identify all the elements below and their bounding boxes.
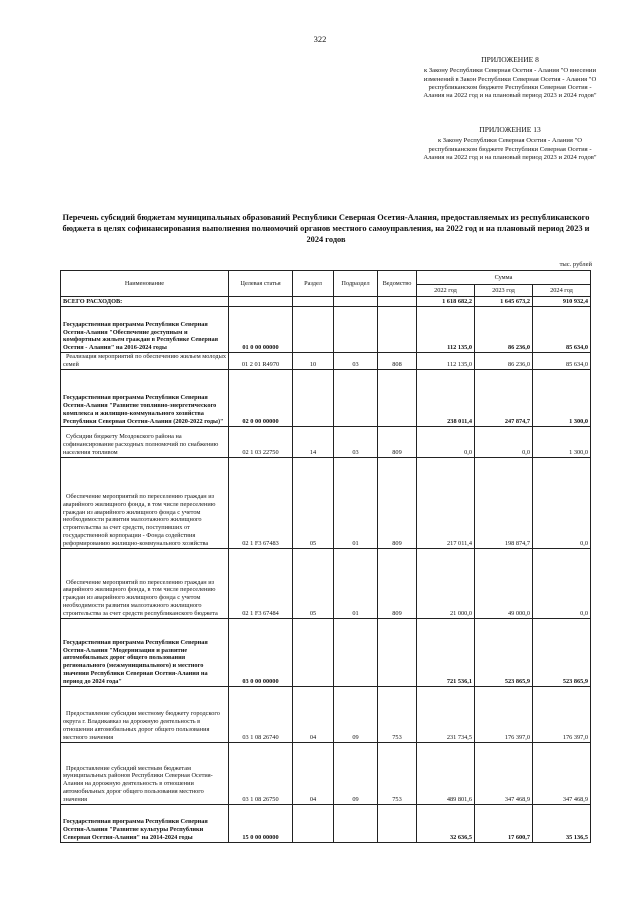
row-subsection <box>334 804 378 842</box>
row-name: Субсидии бюджету Моздокского района на софинансирование расходных полномочий по снабжению населения топливом <box>61 426 229 457</box>
header-subsection: Подраздел <box>334 271 378 297</box>
table-row <box>61 353 591 370</box>
row-section: 05 <box>293 457 334 548</box>
row-amount-2024: 523 865,9 <box>533 618 591 686</box>
unit-label: тыс. рублей <box>559 261 592 268</box>
row-name: ВСЕГО РАСХОДОВ: <box>61 297 229 307</box>
row-target-article: 03 1 08 26740 <box>229 686 293 742</box>
row-department: 753 <box>378 686 417 742</box>
header-name: Наименование <box>61 271 229 297</box>
row-target-article: 02 0 00 00000 <box>229 369 293 426</box>
row-target-article: 03 0 00 00000 <box>229 618 293 686</box>
row-section <box>293 804 334 842</box>
row-amount-2023: 198 874,7 <box>475 457 533 548</box>
table-row <box>61 804 591 842</box>
header-target: Целевая статья <box>229 271 293 297</box>
subsidies-table <box>60 270 591 843</box>
row-name: Государственная программа Республики Северная Осетия-Алания "Модернизация и развитие автомобильных дорог общего пользования регионального (межмуниципального) и местного значения Республики Северная Осетия-Алания на период до 2024 года" <box>61 618 229 686</box>
row-amount-2022: 489 801,6 <box>417 742 475 804</box>
row-amount-2022: 231 734,5 <box>417 686 475 742</box>
table-row <box>61 307 591 353</box>
row-amount-2023: 86 236,0 <box>475 307 533 353</box>
row-department <box>378 369 417 426</box>
row-subsection <box>334 369 378 426</box>
row-amount-2024: 0,0 <box>533 457 591 548</box>
row-amount-2024: 85 634,0 <box>533 353 591 370</box>
row-department <box>378 804 417 842</box>
row-section: 10 <box>293 353 334 370</box>
row-subsection <box>334 307 378 353</box>
row-amount-2023: 1 645 673,2 <box>475 297 533 307</box>
row-name: Обеспечение мероприятий по переселению граждан из аварийного жилищного фонда, в том числе переселению граждан из аварийного жилищного фонда с учетом необходимости развития малоэтажного жилищного строительства за счет средств, поступивших от государственной корпорации - Фонда содействия реформированию жилищно-коммунального хозяйства <box>61 457 229 548</box>
row-name: Предоставление субсидий местным бюджетам муниципальных районов Республики Северная Осетия-Алания на дорожную деятельность в отношении автомобильных дорог общего пользования местного значения <box>61 742 229 804</box>
row-section <box>293 369 334 426</box>
table-row <box>61 426 591 457</box>
row-target-article: 02 1 F3 67484 <box>229 548 293 618</box>
row-target-article: 03 1 08 26750 <box>229 742 293 804</box>
row-amount-2023: 0,0 <box>475 426 533 457</box>
row-amount-2022: 112 135,0 <box>417 353 475 370</box>
row-subsection <box>334 297 378 307</box>
annex-8-text: к Закону Республики Северная Осетия - Алания "О внесении изменений в Закон Республики Северная Осетия - Алания "О республиканском бюджете Республики Северная Осетия - Алания на 2022 год и на плановый период 2023 и 2024 годов" <box>423 67 597 100</box>
row-subsection: 03 <box>334 353 378 370</box>
row-department: 809 <box>378 457 417 548</box>
row-department: 809 <box>378 426 417 457</box>
row-section: 14 <box>293 426 334 457</box>
row-name: Реализация мероприятий по обеспечению жильем молодых семей <box>61 353 229 370</box>
annex-13-heading: ПРИЛОЖЕНИЕ 13 <box>479 125 541 134</box>
row-name: Государственная программа Республики Северная Осетия-Алания "Развитие культуры Республики Северная Осетия-Алания" на 2014-2024 годы <box>61 804 229 842</box>
row-target-article: 02 1 F3 67483 <box>229 457 293 548</box>
row-target-article: 01 0 00 00000 <box>229 307 293 353</box>
annex-8-heading: ПРИЛОЖЕНИЕ 8 <box>481 55 539 64</box>
header-dept: Ведомство <box>378 271 417 297</box>
row-department: 753 <box>378 742 417 804</box>
row-amount-2022: 217 011,4 <box>417 457 475 548</box>
annex-13-text: к Закону Республики Северная Осетия - Алания "О республиканском бюджете Республики Северная Осетия - Алания на 2022 год и на плановый период 2023 и 2024 годов" <box>423 137 597 161</box>
row-name: Государственная программа Республики Северная Осетия-Алания "Развитие топливно-энергетического комплекса и жилищно-коммунального хозяйства Республики Северная Осетия-Алания (2020-2022 годы)" <box>61 369 229 426</box>
row-target-article <box>229 297 293 307</box>
row-name: Государственная программа Республики Северная Осетия-Алания "Обеспечение доступным и комфортным жильем граждан в Республике Северная Осетия - Алания" на 2016-2024 годы <box>61 307 229 353</box>
row-subsection: 09 <box>334 742 378 804</box>
row-amount-2023: 17 600,7 <box>475 804 533 842</box>
row-department <box>378 297 417 307</box>
row-subsection: 01 <box>334 548 378 618</box>
table-row <box>61 369 591 426</box>
row-subsection: 03 <box>334 426 378 457</box>
row-amount-2024: 176 397,0 <box>533 686 591 742</box>
row-section <box>293 307 334 353</box>
row-amount-2023: 176 397,0 <box>475 686 533 742</box>
row-amount-2024: 0,0 <box>533 548 591 618</box>
row-amount-2022: 721 536,1 <box>417 618 475 686</box>
row-target-article: 02 1 03 22750 <box>229 426 293 457</box>
row-amount-2024: 1 300,0 <box>533 426 591 457</box>
row-amount-2024: 35 136,5 <box>533 804 591 842</box>
row-target-article: 01 2 01 R4970 <box>229 353 293 370</box>
table-row <box>61 742 591 804</box>
row-department: 808 <box>378 353 417 370</box>
table-row <box>61 618 591 686</box>
row-amount-2023: 347 468,9 <box>475 742 533 804</box>
row-amount-2024: 1 300,0 <box>533 369 591 426</box>
row-amount-2022: 1 618 682,2 <box>417 297 475 307</box>
row-section: 04 <box>293 686 334 742</box>
row-section: 04 <box>293 742 334 804</box>
row-amount-2023: 49 000,0 <box>475 548 533 618</box>
header-sum: Сумма <box>417 271 591 285</box>
row-amount-2022: 0,0 <box>417 426 475 457</box>
row-amount-2022: 238 011,4 <box>417 369 475 426</box>
row-section <box>293 297 334 307</box>
annex-13-block <box>420 126 600 162</box>
table-row <box>61 297 591 307</box>
row-department <box>378 307 417 353</box>
row-subsection: 09 <box>334 686 378 742</box>
page-number: 322 <box>313 34 327 44</box>
header-section: Раздел <box>293 271 334 297</box>
row-amount-2024: 85 634,0 <box>533 307 591 353</box>
row-amount-2022: 112 135,0 <box>417 307 475 353</box>
row-amount-2022: 21 000,0 <box>417 548 475 618</box>
row-subsection <box>334 618 378 686</box>
table-row <box>61 548 591 618</box>
header-2022: 2022 год <box>417 285 475 297</box>
header-2023: 2023 год <box>475 285 533 297</box>
row-amount-2024: 910 932,4 <box>533 297 591 307</box>
row-section: 05 <box>293 548 334 618</box>
row-department: 809 <box>378 548 417 618</box>
annex-8-block <box>420 56 600 100</box>
row-amount-2022: 32 636,5 <box>417 804 475 842</box>
header-2024: 2024 год <box>533 285 591 297</box>
row-department <box>378 618 417 686</box>
table-row <box>61 686 591 742</box>
row-amount-2023: 523 865,9 <box>475 618 533 686</box>
row-target-article: 15 0 00 00000 <box>229 804 293 842</box>
row-section <box>293 618 334 686</box>
row-name: Обеспечение мероприятий по переселению граждан из аварийного жилищного фонда, в том числе переселению граждан из аварийного жилищного фонда с учетом необходимости развития малоэтажного жилищного строительства за счет средств республиканского бюджета <box>61 548 229 618</box>
row-amount-2024: 347 468,9 <box>533 742 591 804</box>
row-amount-2023: 247 874,7 <box>475 369 533 426</box>
table-row <box>61 457 591 548</box>
row-name: Предоставление субсидии местному бюджету городского округа г. Владикавказ на дорожную деятельность в отношении автомобильных дорог общего пользования местного значения <box>61 686 229 742</box>
document-title: Перечень субсидий бюджетам муниципальных образований Республики Северная Осетия-Алания, предоставляемых из республиканского бюджета в целях софинансирования выполнения полномочий органов местного самоуправления, на 2022 год и на плановый период 2023 и 2024 годов <box>62 213 590 245</box>
row-subsection: 01 <box>334 457 378 548</box>
row-amount-2023: 86 236,0 <box>475 353 533 370</box>
